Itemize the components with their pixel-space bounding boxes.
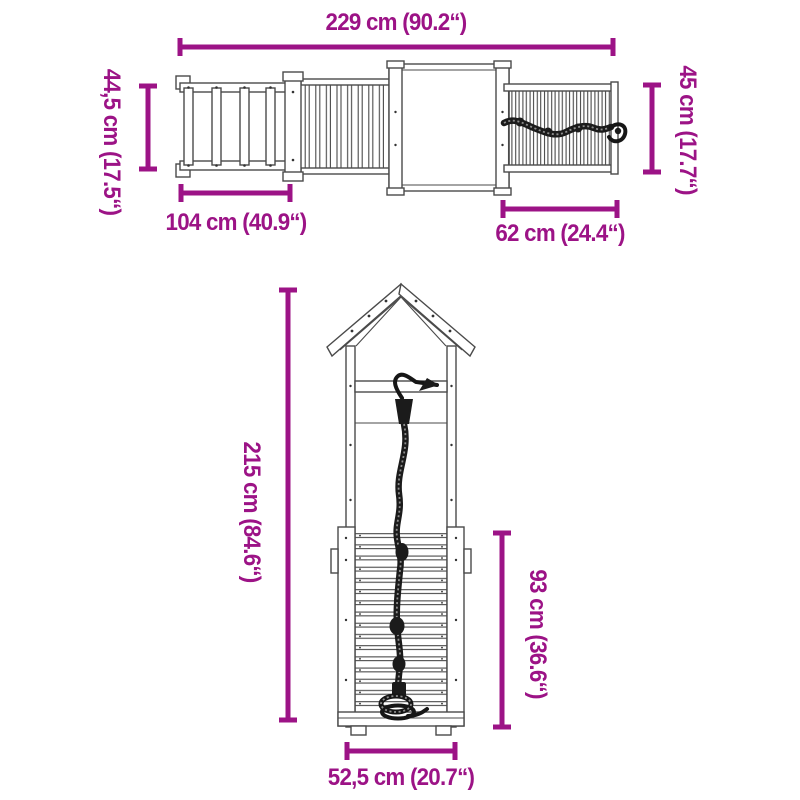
dim-arrow-total-height xyxy=(279,290,297,720)
dim-label-right-depth: 45 cm (17.7“) xyxy=(674,65,701,195)
dim-arrow-left-depth xyxy=(139,86,157,169)
dim-label-ramp-width: 62 cm (24.4“) xyxy=(495,220,625,247)
dim-arrow-total-width xyxy=(180,38,613,56)
dim-label-total-height: 215 cm (84.6“) xyxy=(238,441,265,583)
dim-arrow-right-depth xyxy=(643,85,661,172)
climbing-ramp-top-view xyxy=(504,82,625,174)
playhouse-top-view xyxy=(387,61,511,195)
platform-fence-top-view xyxy=(283,72,390,181)
playhouse-front-view xyxy=(327,284,475,735)
dim-label-ladder-width: 104 cm (40.9“) xyxy=(165,209,307,236)
dim-label-climbing-wall-height: 93 cm (36.6“) xyxy=(524,569,551,699)
dim-label-base-width: 52,5 cm (20.7“) xyxy=(327,764,475,791)
playset-top-view xyxy=(176,61,625,195)
ladder-top-view xyxy=(176,76,290,177)
dim-label-total-width: 229 cm (90.2“) xyxy=(325,9,467,36)
base xyxy=(338,712,464,735)
dim-arrow-ladder-width xyxy=(181,184,290,202)
dim-arrow-ramp-width xyxy=(503,200,617,218)
dim-arrow-climbing-wall-height xyxy=(493,533,511,727)
dim-arrow-base-width xyxy=(347,742,455,760)
dim-label-left-depth: 44,5 cm (17.5“) xyxy=(98,68,125,216)
roof xyxy=(327,284,475,356)
